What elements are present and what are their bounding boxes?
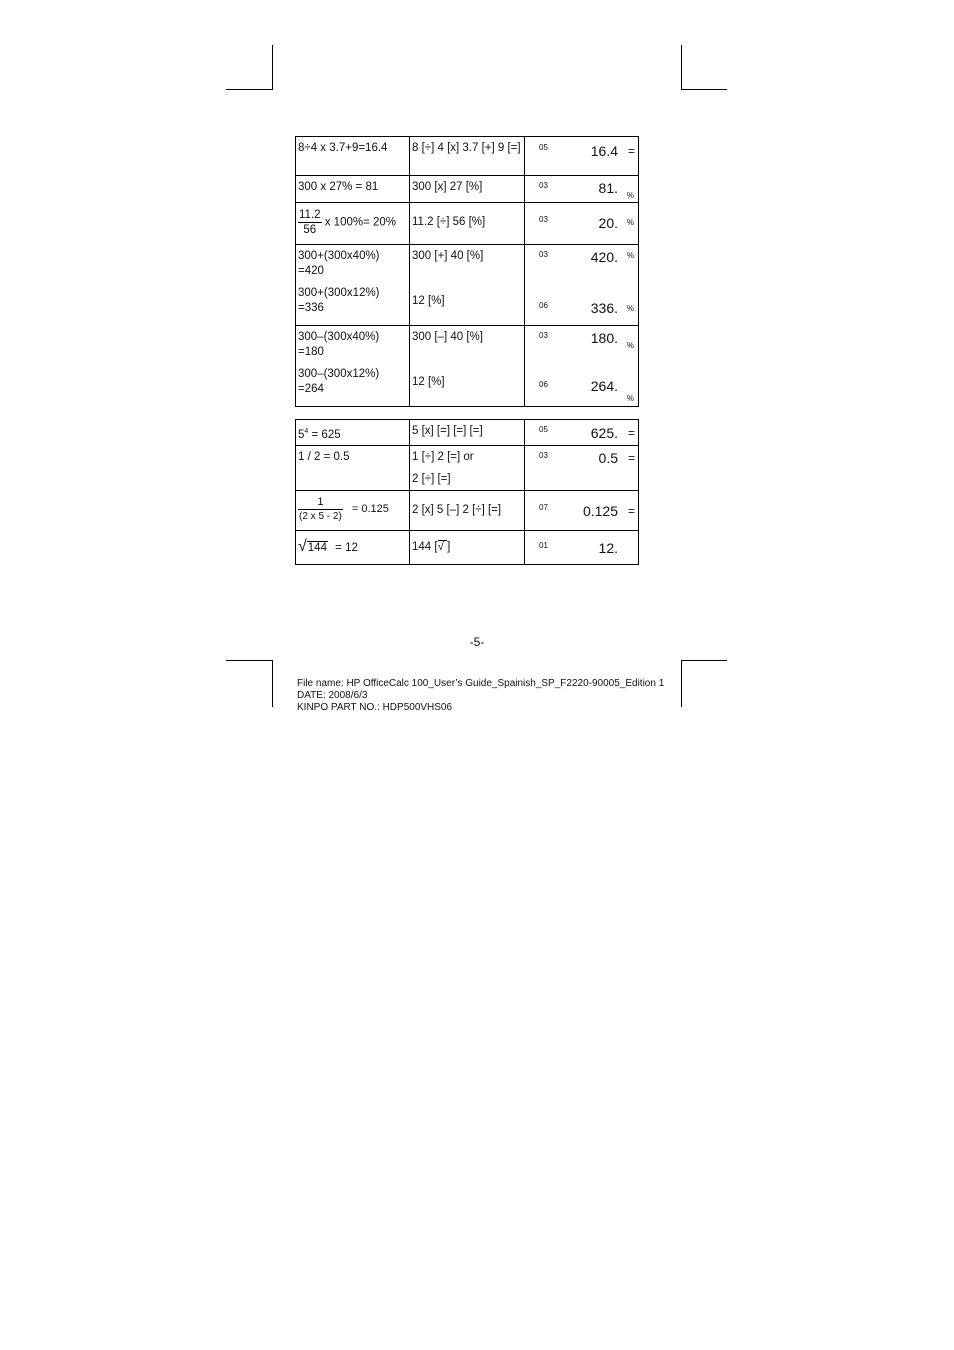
power-fraction-table [295,419,639,565]
expression-cell: 1 / 2 = 0.5 [298,451,350,463]
keystroke-cell [410,531,524,557]
display-cell [525,531,638,564]
expression-line: =336 [298,302,324,314]
display-cell [525,176,638,202]
keystroke-suffix: ] [447,541,451,553]
keystroke-cell [410,326,524,392]
equals-indicator: = [627,504,635,518]
expression-cell [296,531,409,558]
keystroke-line: 1 [÷] 2 [=] or [412,451,474,463]
expression-cell [296,203,409,239]
table-row [296,491,639,531]
expression-rest: x 100%= 20% [324,216,397,229]
crop-mark-bottom-left-v [272,660,273,707]
sqrt-key-icon: √ [437,541,448,553]
footer-date: DATE: 2008/6/3 [297,690,368,701]
percent-examples-table [295,136,639,407]
expression-cell [296,326,409,399]
fraction [298,208,322,237]
display-value: 420. [590,249,618,265]
crop-mark-top-left-v [272,45,273,90]
equals-indicator: = [627,144,635,158]
expression-line: 300–(300x40%) [298,331,380,343]
crop-mark-bottom-right-v [681,660,682,707]
operation-count: 05 [539,143,548,152]
fraction-denominator: (2 x 5 - 2) [299,511,342,522]
display-value: 0.125 [582,503,618,519]
table-row [296,245,639,326]
page-number: -5- [469,635,485,649]
keystroke-cell [410,446,524,489]
percent-indicator: % [626,341,634,350]
display-value: 20. [598,215,618,231]
keystroke-line: 2 [÷] [=] [412,473,451,485]
operation-count: 06 [539,380,548,389]
operation-count: 01 [539,541,548,550]
fraction [298,495,343,524]
percent-indicator: % [626,304,634,313]
operation-count: 07 [539,503,548,512]
power-exponent: 4 [304,428,309,435]
display-cell [525,420,638,445]
operation-count: 03 [539,250,548,259]
expression-line: 300+(300x12%) [298,287,380,299]
expression-line: =180 [298,346,324,358]
operation-count: 03 [539,331,548,340]
crop-mark-top-right-h [681,89,727,90]
crop-mark-top-right-v [681,45,682,90]
percent-indicator: % [626,394,634,403]
expression-cell [296,245,409,318]
table-row [296,326,639,407]
operation-count: 05 [539,425,548,434]
table-row [296,531,639,565]
operation-count: 06 [539,301,548,310]
keystroke-line: 300 [+] 40 [%] [412,250,484,262]
operation-count: 03 [539,451,548,460]
sqrt-icon: √ [298,538,307,555]
table-row [296,446,639,491]
file-info-footer [297,678,664,714]
percent-indicator: % [626,191,634,200]
keystroke-line: 12 [%] [412,295,445,307]
percent-indicator: % [626,251,634,260]
display-value: 264. [590,378,618,394]
keystroke-cell: 300 [x] 27 [%] [412,181,483,193]
expression-line: =420 [298,265,324,277]
crop-mark-bottom-right-h [681,660,727,661]
equals-indicator: = [627,426,635,440]
equals-indicator: = [627,451,635,465]
display-value: 180. [590,330,618,346]
display-value: 625. [590,425,618,441]
keystroke-line: 300 [–] 40 [%] [412,331,483,343]
display-cell [525,446,638,490]
square-root [298,539,328,556]
expression-cell [296,491,409,526]
keystroke-cell: 11.2 [÷] 56 [%] [412,216,486,228]
expression-line: =264 [298,383,324,395]
display-value: 12. [598,540,618,556]
display-value: 81. [598,180,618,196]
expression-line: 300+(300x40%) [298,250,380,262]
display-cell [525,137,638,175]
display-value: 16.4 [590,143,618,159]
fraction-denominator: 56 [298,222,322,237]
expression-cell: 8÷4 x 3.7+9=16.4 [298,142,388,154]
table-row [296,176,639,203]
keystroke-prefix: 144 [ [412,541,438,553]
expression-cell: 300 x 27% = 81 [298,181,379,193]
expression-rest: = 0.125 [351,503,389,516]
keystroke-cell [410,245,524,311]
display-cell [525,491,638,530]
crop-mark-bottom-left-h [226,660,273,661]
keystroke-cell: 8 [÷] 4 [x] 3.7 [+] 9 [=] [412,142,521,154]
footer-file-name: File name: HP OfficeCalc 100_User’s Guide_Spainish_SP_F2220-90005_Edition 1 [297,678,665,689]
expression-rest: = 12 [335,542,358,554]
keystroke-cell: 5 [x] [=] [=] [=] [412,425,483,437]
fraction-numerator: 1 [317,496,324,508]
keystroke-line: 12 [%] [412,376,445,388]
expression-cell [296,420,409,445]
power-base: 5 [298,428,305,441]
table-row [296,420,639,446]
display-value: 336. [590,300,618,316]
display-cell [525,245,638,325]
display-cell [525,203,638,244]
keystroke-cell: 2 [x] 5 [–] 2 [÷] [=] [412,504,502,516]
footer-part-number: KINPO PART NO.: HDP500VHS06 [297,702,453,713]
crop-mark-top-left-h [226,89,273,90]
table-row [296,203,639,245]
radicand: 144 [307,542,327,554]
expression-line: 300–(300x12%) [298,368,380,380]
operation-count: 03 [539,215,548,224]
table-row [296,137,639,176]
operation-count: 03 [539,181,548,190]
display-cell [525,326,638,406]
expression-rest: = 625 [311,428,341,441]
fraction-numerator: 11.2 [299,209,321,221]
percent-indicator: % [626,218,634,227]
display-value: 0.5 [598,450,618,466]
